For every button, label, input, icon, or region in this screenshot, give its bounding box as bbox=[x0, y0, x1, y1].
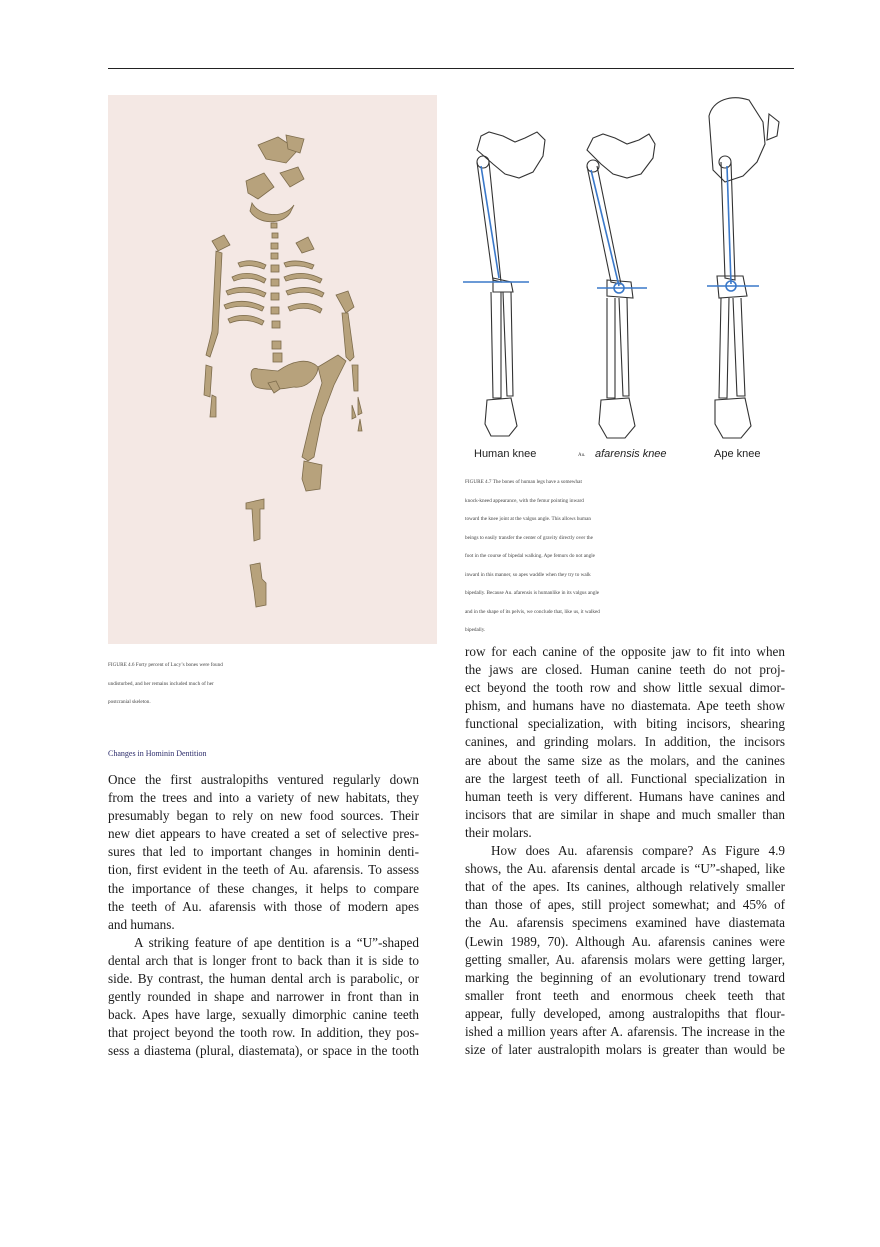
text-line: presumably began to rely on new food sources. Their bbox=[108, 808, 419, 824]
text-line: getting smaller, Au. afarensis molars were getting larger, bbox=[465, 951, 785, 967]
caption-line: foot in the course of bipedal walking. Ape femurs do not angle bbox=[465, 553, 595, 559]
text-line: (Lewin 1989, 70). Although Au. afarensis canines were bbox=[465, 933, 785, 949]
caption-line: FIGURE 4.7 The bones of human legs have a somewhat bbox=[465, 479, 582, 485]
text-line: ect beyond the tooth row and show little sexual dimor- bbox=[465, 680, 785, 696]
text-line: ished a million years after A. afarensis. The increase in the bbox=[465, 1023, 785, 1039]
text-line: that of the apes. Its canines, although relatively smaller bbox=[465, 879, 785, 895]
text-line: the teeth of Au. afarensis with those of modern apes bbox=[108, 898, 419, 914]
text-line: functional specialization, with biting incisors, shearing bbox=[465, 716, 785, 732]
text-line: than those of apes, still project somewhat; and 45% of bbox=[465, 897, 785, 913]
caption-line: beings to easily transfer the center of gravity directly over the bbox=[465, 534, 593, 541]
text-line: are about the same size as the molars, and the canines bbox=[465, 752, 785, 768]
caption-line: undisturbed, and her remains included much of her bbox=[108, 680, 214, 687]
caption-line: and in the shape of its pelvis, we conclude that, like us, it walked bbox=[465, 608, 600, 615]
lucy-skeleton-photo bbox=[108, 95, 437, 644]
caption-line: inward in this manner, so apes waddle when they try to walk bbox=[465, 571, 591, 578]
text-line: and humans. bbox=[108, 916, 175, 932]
text-line: smaller front teeth and enormous cheek teeth that bbox=[465, 987, 785, 1003]
text-line: the importance of these changes, it helps to compare bbox=[108, 880, 419, 896]
text-line: tion, first evident in the teeth of Au. afarensis. To assess bbox=[108, 862, 419, 878]
text-line: side. By contrast, the human dental arch is parabolic, or bbox=[108, 971, 419, 987]
human-knee-label: Human knee bbox=[474, 448, 537, 460]
header-rule bbox=[108, 68, 794, 69]
text-line: sures that led to important changes in hominin denti- bbox=[108, 844, 419, 860]
text-line: A striking feature of ape dentition is a “U”-shaped bbox=[134, 934, 419, 950]
text-line: human teeth is very different. Humans have canines and bbox=[465, 788, 785, 804]
afarensis-knee-label: afarensis knee bbox=[595, 448, 667, 460]
left-text-column bbox=[108, 771, 419, 1061]
figure-4-7-caption bbox=[465, 473, 805, 640]
text-line: gently rounded in shape and narrower in front than in bbox=[108, 989, 419, 1005]
text-line: back. Apes have large, sexually dimorphic canine teeth bbox=[108, 1007, 419, 1023]
text-line: the jaws are closed. Human canine teeth do not proj- bbox=[465, 662, 785, 678]
text-line: phism, and humans have no diastemata. Ape teeth show bbox=[465, 698, 785, 714]
knee-leg-drawings bbox=[463, 92, 795, 466]
right-text-column bbox=[465, 643, 785, 1059]
text-line: canines, and grinding molars. In addition, the incisors bbox=[465, 734, 785, 750]
text-line: from the trees and into a variety of new habitats, they bbox=[108, 790, 419, 806]
caption-line: bipedally. Because Au. afarensis is humanlike in its valgus angle bbox=[465, 590, 600, 596]
text-line: that project beyond the tooth row. In addition, they pos- bbox=[108, 1025, 419, 1041]
text-line: their molars. bbox=[465, 824, 532, 840]
text-line: size of later australopith molars is greater than would be bbox=[465, 1042, 785, 1058]
text-line: appear, fully developed, among australopiths that flour- bbox=[465, 1005, 785, 1021]
caption-line: knock-kneed appearance, with the femur pointing inward bbox=[465, 497, 584, 504]
skeleton-bones-drawing bbox=[108, 95, 437, 644]
knee-comparison-figure bbox=[463, 92, 795, 466]
caption-line: FIGURE 4.6 Forty percent of Lucy’s bones were found bbox=[108, 662, 223, 668]
text-line: marking the beginning of an evolutionary trend toward bbox=[465, 969, 785, 985]
text-line: shows, the Au. afarensis dental arcade is “U”-shaped, like bbox=[465, 861, 785, 877]
figure-4-6-caption bbox=[108, 656, 438, 712]
text-line: row for each canine of the opposite jaw to fit into when bbox=[465, 644, 785, 659]
au-prefix-label: Au. bbox=[578, 453, 586, 458]
text-line: dental arch that is longer front to back than it is side to bbox=[108, 952, 419, 968]
text-line: How does Au. afarensis compare? As Figure 4.9 bbox=[491, 843, 785, 859]
caption-line: toward the knee joint at the valgus angle. This allows human bbox=[465, 516, 591, 522]
ape-knee-label: Ape knee bbox=[714, 448, 761, 460]
text-line: the Au. afarensis specimens examined have diastemata bbox=[465, 915, 785, 931]
section-heading: Changes in Hominin Dentition bbox=[108, 749, 207, 758]
text-line: sess a diastema (plural, diastemata), or space in the tooth bbox=[108, 1043, 419, 1059]
caption-line: bipedally. bbox=[465, 627, 486, 633]
caption-line: postcranial skeleton. bbox=[108, 699, 151, 705]
text-line: Once the first australopiths ventured regularly down bbox=[108, 772, 419, 787]
text-line: are the largest teeth of all. Functional specialization in bbox=[465, 770, 785, 786]
text-line: incisors that are similar in shape and much smaller than bbox=[465, 806, 785, 822]
text-line: new diet appears to have created a set of selective pres- bbox=[108, 826, 419, 842]
